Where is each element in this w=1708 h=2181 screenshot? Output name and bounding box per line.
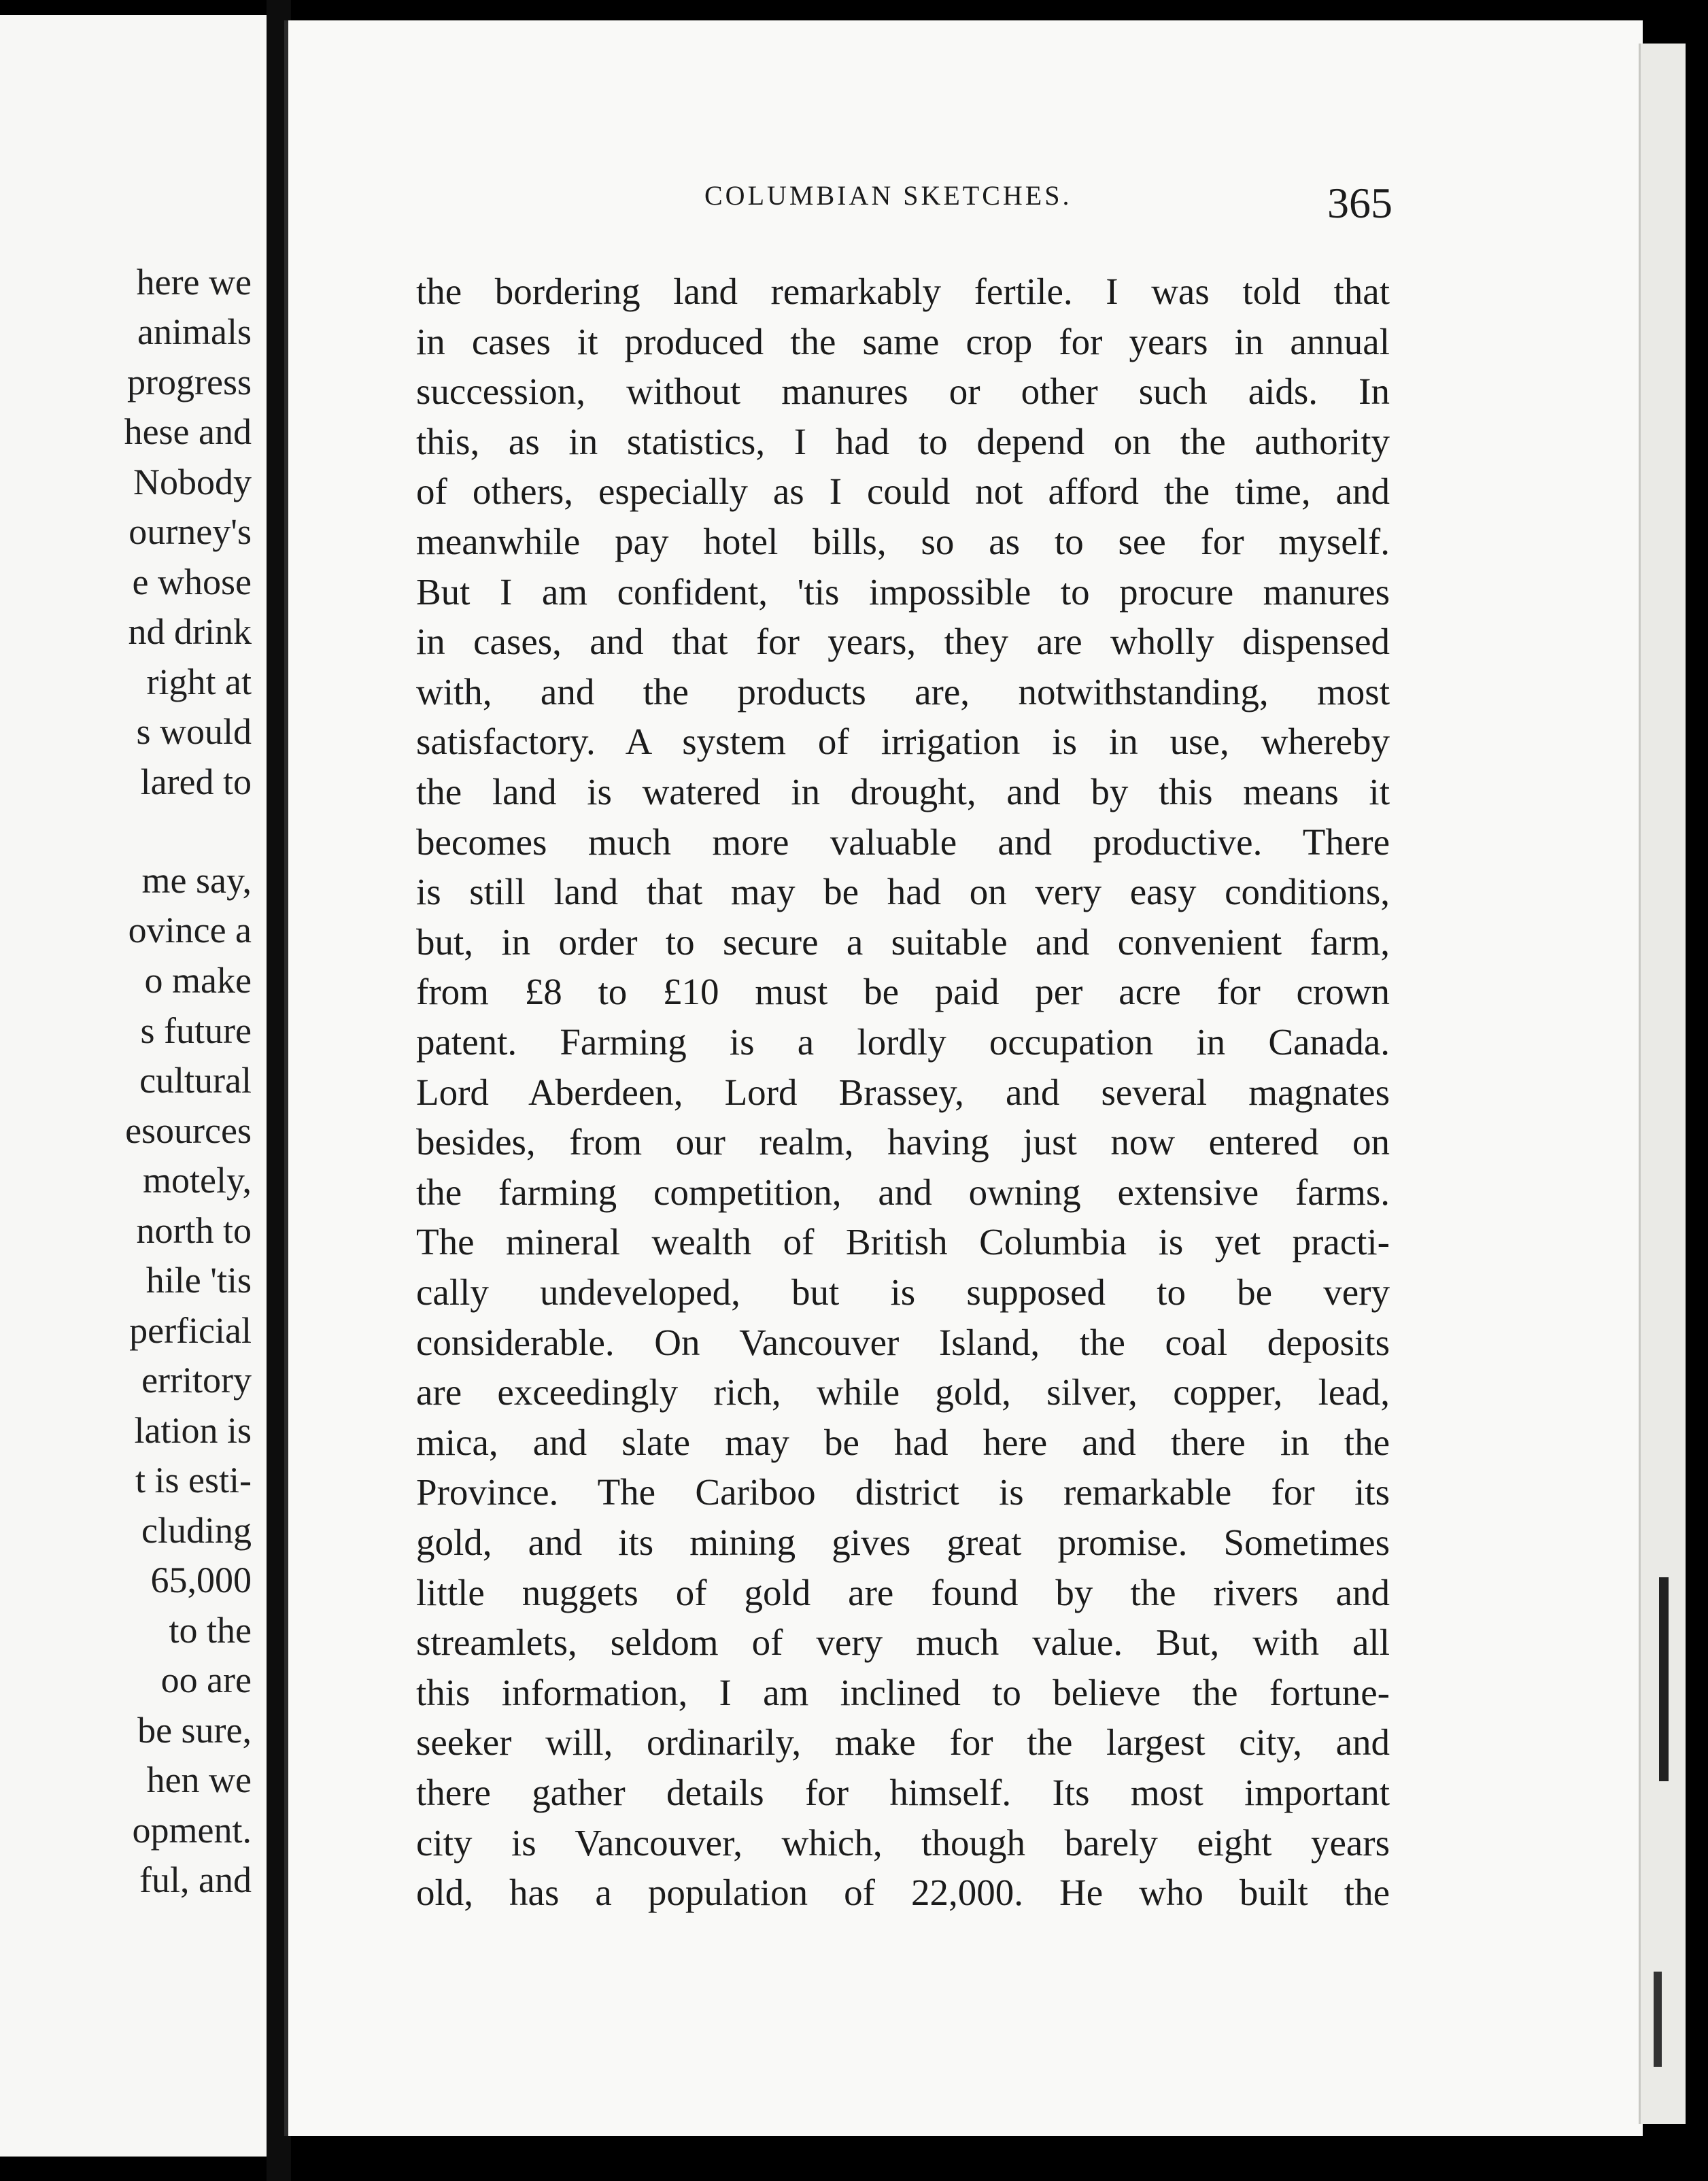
- body-line: this, as in statistics, I had to depend on the authority: [416, 421, 1390, 462]
- body-line: the farming competition, and owning extensive farms.: [416, 1171, 1390, 1213]
- left-page-line: t is esti-: [135, 1460, 252, 1500]
- body-line: mica, and slate may be had here and there in the: [416, 1422, 1390, 1463]
- left-page-line: nd drink: [128, 611, 252, 652]
- body-line: in cases it produced the same crop for years in annual: [416, 321, 1390, 362]
- left-page-line: opment.: [132, 1810, 252, 1851]
- left-page-line: here we: [136, 262, 252, 303]
- body-line: patent. Farming is a lordly occupation in Canada.: [416, 1021, 1390, 1063]
- left-page-line: animals: [137, 311, 252, 352]
- left-page-line: s future: [140, 1010, 252, 1051]
- left-page-line: progress: [127, 362, 252, 402]
- page-edge-shadow: [1654, 1972, 1662, 2067]
- body-line: satisfactory. A system of irrigation is in use, whereby: [416, 721, 1390, 762]
- body-line: the land is watered in drought, and by this means it: [416, 771, 1390, 812]
- left-page-line: right at: [146, 662, 252, 702]
- body-line: little nuggets of gold are found by the rivers and: [416, 1572, 1390, 1613]
- body-line: But I am confident, 'tis impossible to procure manures: [416, 571, 1390, 613]
- body-line: becomes much more valuable and productive. There: [416, 821, 1390, 863]
- page-edge-shadow: [1659, 1577, 1669, 1781]
- body-line: besides, from our realm, having just now entered on: [416, 1121, 1390, 1163]
- left-page-line: ful, and: [139, 1859, 252, 1900]
- body-line: The mineral wealth of British Columbia is yet practi-: [416, 1221, 1390, 1263]
- left-page-line: o make: [144, 960, 252, 1001]
- left-page-line: lared to: [140, 761, 252, 802]
- body-line: city is Vancouver, which, though barely eight years: [416, 1822, 1390, 1864]
- left-page-line: esources: [125, 1110, 252, 1151]
- left-page-line: ourney's: [129, 511, 252, 552]
- body-line: succession, without manures or other such aids. In: [416, 371, 1390, 412]
- body-line: considerable. On Vancouver Island, the coal deposits: [416, 1322, 1390, 1363]
- body-line: with, and the products are, notwithstanding, most: [416, 671, 1390, 712]
- body-line: gold, and its mining gives great promise. Sometimes: [416, 1522, 1390, 1563]
- left-page-line: north to: [136, 1210, 252, 1251]
- body-line: of others, especially as I could not afford the time, and: [416, 470, 1390, 512]
- body-line: meanwhile pay hotel bills, so as to see for myself.: [416, 521, 1390, 562]
- left-page-line: to the: [169, 1610, 252, 1651]
- left-page-line: hese and: [124, 411, 252, 452]
- left-page-line: cultural: [139, 1060, 252, 1101]
- left-page-line: be sure,: [137, 1710, 252, 1751]
- body-line: from £8 to £10 must be paid per acre for crown: [416, 971, 1390, 1012]
- body-line: Province. The Cariboo district is remarkable for its: [416, 1471, 1390, 1513]
- left-page-line: me say,: [141, 860, 252, 901]
- body-line: but, in order to secure a suitable and convenient farm,: [416, 921, 1390, 963]
- left-page-line: hen we: [146, 1759, 252, 1800]
- body-line: are exceedingly rich, while gold, silver, copper, lead,: [416, 1371, 1390, 1413]
- left-page-line: Nobody: [133, 462, 252, 502]
- body-line: the bordering land remarkably fertile. I was told that: [416, 271, 1390, 312]
- body-line: streamlets, seldom of very much value. But, with all: [416, 1621, 1390, 1663]
- left-page-line: cluding: [141, 1510, 252, 1551]
- left-page-line: ovince a: [128, 910, 252, 950]
- page-edge: [1639, 44, 1686, 2124]
- left-page: [0, 15, 267, 2157]
- left-page-line: 65,000: [150, 1560, 252, 1600]
- running-head: COLUMBIAN SKETCHES.: [704, 180, 1072, 211]
- body-line: this information, I am inclined to believe the fortune-: [416, 1672, 1390, 1713]
- left-page-line: erritory: [141, 1360, 252, 1401]
- body-line: is still land that may be had on very easy conditions,: [416, 871, 1390, 912]
- left-page-line: motely,: [143, 1160, 252, 1201]
- body-line: there gather details for himself. Its most important: [416, 1772, 1390, 1813]
- body-line: Lord Aberdeen, Lord Brassey, and several magnates: [416, 1071, 1390, 1113]
- body-line: seeker will, ordinarily, make for the largest city, and: [416, 1721, 1390, 1763]
- body-line: cally undeveloped, but is supposed to be very: [416, 1271, 1390, 1313]
- left-page-line: lation is: [134, 1410, 252, 1451]
- body-line: old, has a population of 22,000. He who built the: [416, 1872, 1390, 1913]
- left-page-line: hile 'tis: [146, 1260, 252, 1301]
- body-line: in cases, and that for years, they are wholly dispensed: [416, 621, 1390, 662]
- left-page-line: e whose: [132, 562, 252, 602]
- left-page-line: oo are: [160, 1660, 252, 1700]
- left-page-line: s would: [136, 711, 252, 752]
- page-number: 365: [1327, 179, 1393, 227]
- left-page-line: perficial: [129, 1310, 252, 1351]
